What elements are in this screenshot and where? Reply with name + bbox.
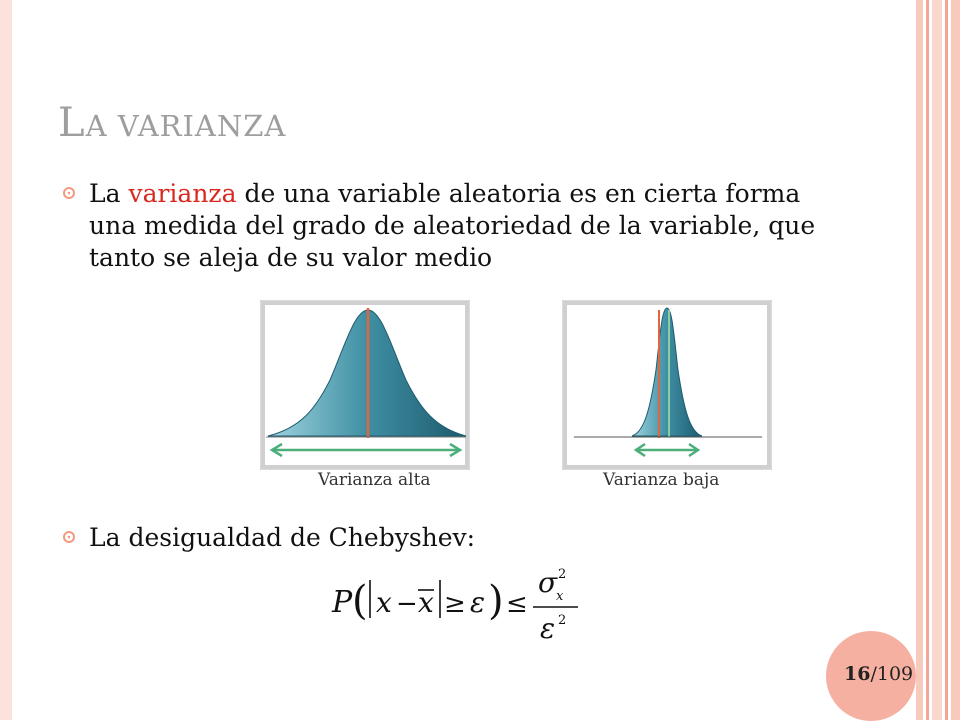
svg-text:2: 2 bbox=[558, 613, 567, 628]
svg-text:ε: ε bbox=[470, 586, 486, 619]
svg-text:(: ( bbox=[352, 578, 368, 624]
page-current: 16 bbox=[844, 663, 871, 685]
svg-text:ε: ε bbox=[540, 612, 556, 645]
page-total: /109 bbox=[870, 663, 914, 685]
highlight-term: varianza bbox=[128, 179, 237, 208]
svg-text:P: P bbox=[332, 585, 353, 620]
slide-title: LA VARIANZA bbox=[58, 100, 287, 146]
caption-low-variance: Varianza baja bbox=[603, 470, 720, 490]
right-decorative-stripes bbox=[916, 0, 960, 720]
svg-text:2: 2 bbox=[558, 567, 567, 582]
bullet-text: La desigualdad de Chebyshev: bbox=[89, 523, 476, 552]
high-variance-figure bbox=[260, 300, 470, 470]
bullet-marker-icon bbox=[62, 530, 76, 544]
svg-text:≥: ≥ bbox=[444, 589, 466, 619]
low-variance-figure bbox=[562, 300, 772, 470]
svg-text:x: x bbox=[556, 589, 564, 604]
svg-text:≤: ≤ bbox=[506, 589, 528, 619]
svg-text:σ: σ bbox=[538, 566, 558, 599]
bullet-text: La varianza de una variable aleatoria es en cierta forma una medida del grado de aleatoriedad de la variable, que tanto se aleja de su valor medio bbox=[89, 179, 816, 272]
bullet-marker-icon bbox=[62, 186, 76, 200]
bullet-chebyshev bbox=[62, 522, 822, 562]
svg-text:−: − bbox=[396, 589, 418, 619]
chebyshev-formula bbox=[330, 562, 590, 650]
page-number-badge bbox=[826, 631, 916, 721]
svg-text:x: x bbox=[418, 586, 434, 619]
svg-text:): ) bbox=[488, 578, 504, 624]
caption-high-variance: Varianza alta bbox=[318, 470, 431, 490]
bullet-varianza bbox=[62, 178, 822, 278]
svg-text:x: x bbox=[376, 586, 392, 619]
left-border bbox=[0, 0, 12, 720]
